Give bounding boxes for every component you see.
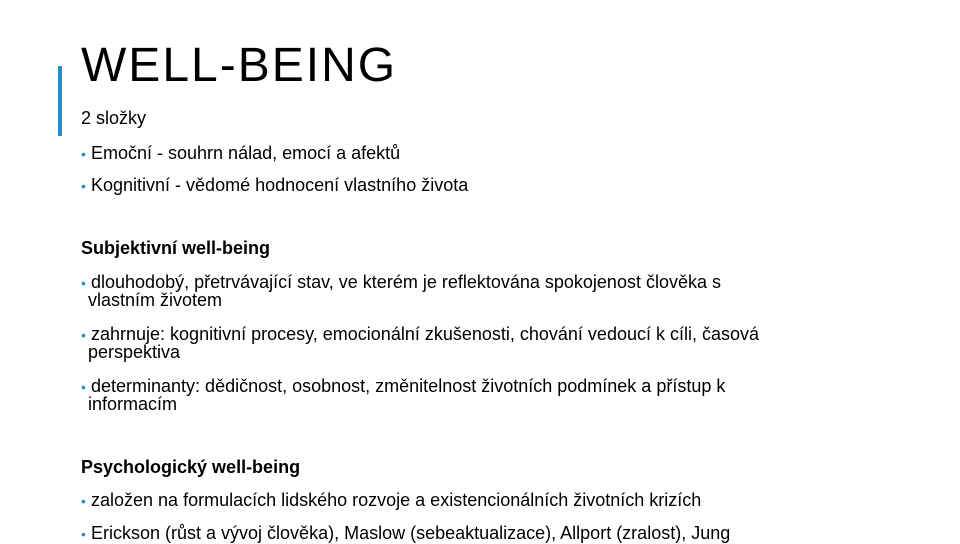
section-heading: Psychologický well-being <box>81 457 301 477</box>
bullet-dot-icon: • <box>81 275 86 291</box>
section-bullet <box>81 490 921 511</box>
bullet-dot-icon: • <box>81 146 86 162</box>
bullet-text-continuation: informacím <box>88 394 178 414</box>
intro-bullet <box>81 175 921 196</box>
title-accent-bar <box>58 66 62 136</box>
bullet-text: zahrnuje: kognitivní procesy, emocionální zkušenosti, chování vedoucí k cíli, časová <box>91 324 760 344</box>
slide-title: WELL-BEING <box>81 39 398 92</box>
bullet-dot-icon: • <box>81 178 86 194</box>
bullet-dot-icon: • <box>81 327 86 343</box>
intro-bullet <box>81 143 921 164</box>
bullet-dot-icon: • <box>81 493 86 509</box>
bullet-dot-icon: • <box>81 379 86 395</box>
section-bullet <box>81 523 921 544</box>
bullet-text: Emoční - souhrn nálad, emocí a afektů <box>91 143 401 163</box>
section-heading: Subjektivní well-being <box>81 238 271 258</box>
intro-text: 2 složky <box>81 108 147 128</box>
bullet-text: determinanty: dědičnost, osobnost, změnitelnost životních podmínek a přístup k <box>91 376 726 396</box>
bullet-text: dlouhodobý, přetrvávající stav, ve kterém je reflektována spokojenost člověka s <box>91 272 721 292</box>
bullet-text: založen na formulacích lidského rozvoje a existencionálních životních krizích <box>91 490 702 510</box>
section-bullet <box>81 272 921 310</box>
bullet-text-continuation: perspektiva <box>88 342 181 362</box>
section-bullet <box>81 376 921 414</box>
bullet-text: Kognitivní - vědomé hodnocení vlastního života <box>91 175 469 195</box>
bullet-dot-icon: • <box>81 526 86 542</box>
section-bullet <box>81 324 921 362</box>
bullet-text: Erickson (růst a vývoj člověka), Maslow (sebeaktualizace), Allport (zralost), Jung <box>91 523 731 543</box>
bullet-text-continuation: vlastním životem <box>88 290 223 310</box>
